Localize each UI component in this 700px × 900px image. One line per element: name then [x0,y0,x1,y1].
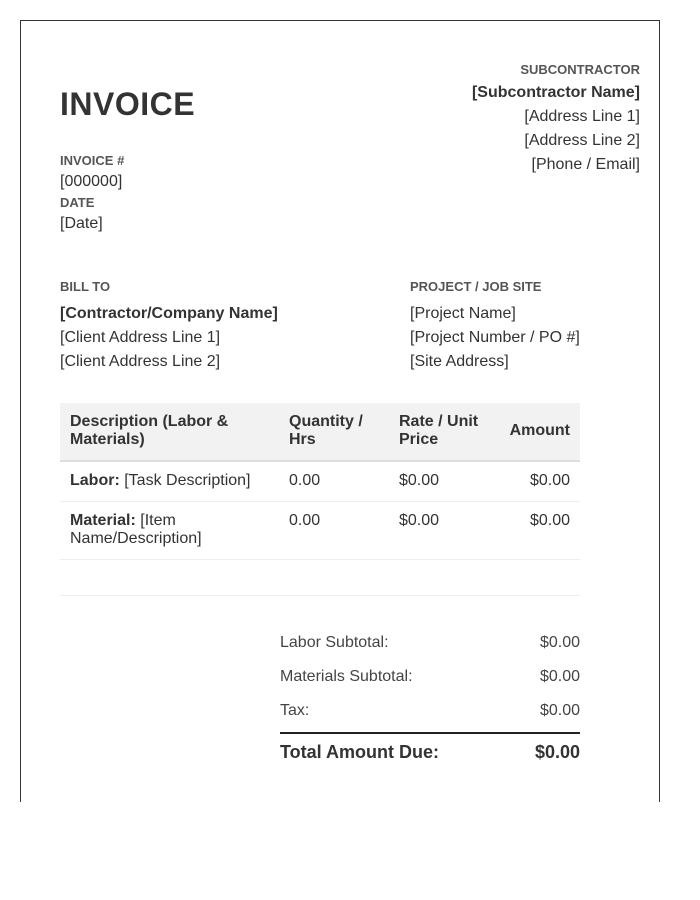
bill-to-name: [Contractor/Company Name] [60,305,278,322]
materials-subtotal-row [280,664,580,698]
header-rate-line-1: Rate / Unit [399,413,479,430]
row-description [70,472,290,490]
bill-to-label: BILL TO [60,279,111,294]
row-rate: $0.00 [399,512,440,529]
totals-block [280,630,580,770]
invoice-number-label: INVOICE # [60,153,125,168]
row-description-text: [Item [135,512,176,529]
bill-to-block [60,279,278,374]
total-due-row [280,732,580,770]
date-label: DATE [60,195,95,210]
line-items-table [60,403,580,560]
project-site: [Site Address] [410,353,509,370]
subcontractor-address-1: [Address Line 1] [524,108,640,125]
subcontractor-address-2: [Address Line 2] [524,132,640,149]
invoice-number-value: [000000] [60,173,123,190]
materials-subtotal-label: Materials Subtotal: [280,668,413,685]
table-row [60,502,580,560]
header-quantity-line-2: Hrs [289,431,316,448]
bill-to-address-2: [Client Address Line 2] [60,353,221,370]
table-row [60,462,580,502]
row-amount: $0.00 [529,472,570,489]
labor-subtotal-row [280,630,580,664]
project-number: [Project Number / PO #] [410,329,580,346]
row-description-text: [Task Description] [119,472,251,489]
row-description [70,512,270,548]
invoice-meta [60,153,124,237]
materials-subtotal-value: $0.00 [539,668,580,685]
header-description-line-1: Description (Labor & [70,413,229,430]
project-name: [Project Name] [410,305,516,322]
bill-to-address-1: [Client Address Line 1] [60,329,221,346]
row-type-label: Labor: [70,472,120,489]
total-due-label: Total Amount Due: [280,742,439,762]
row-amount: $0.00 [529,512,570,529]
subcontractor-label: SUBCONTRACTOR [520,62,640,77]
labor-subtotal-label: Labor Subtotal: [280,634,389,651]
header-quantity-line-1: Quantity / [289,413,363,430]
project-label: PROJECT / JOB SITE [410,279,542,294]
tax-row [280,698,580,732]
date-value: [Date] [60,215,103,232]
row-quantity: 0.00 [289,512,321,529]
row-quantity: 0.00 [289,472,321,489]
header-amount: Amount [509,422,570,439]
invoice-title: INVOICE [60,86,196,122]
tax-value: $0.00 [539,702,580,719]
table-divider [60,595,580,596]
row-type-label: Material: [70,512,136,529]
labor-subtotal-value: $0.00 [539,634,580,651]
header-rate [399,413,494,449]
header-quantity [289,413,379,449]
subcontractor-block [380,62,640,177]
header-rate-line-2: Price [399,431,439,448]
subcontractor-contact: [Phone / Email] [531,156,640,173]
total-due-value: $0.00 [534,742,580,762]
subcontractor-name: [Subcontractor Name] [471,84,640,101]
header-description [70,413,270,449]
tax-label: Tax: [280,702,310,719]
header-description-line-2: Materials) [70,431,145,448]
project-block [410,279,580,374]
row-rate: $0.00 [399,472,440,489]
table-header [60,403,580,462]
row-description-text-line-2: Name/Description] [70,530,202,547]
